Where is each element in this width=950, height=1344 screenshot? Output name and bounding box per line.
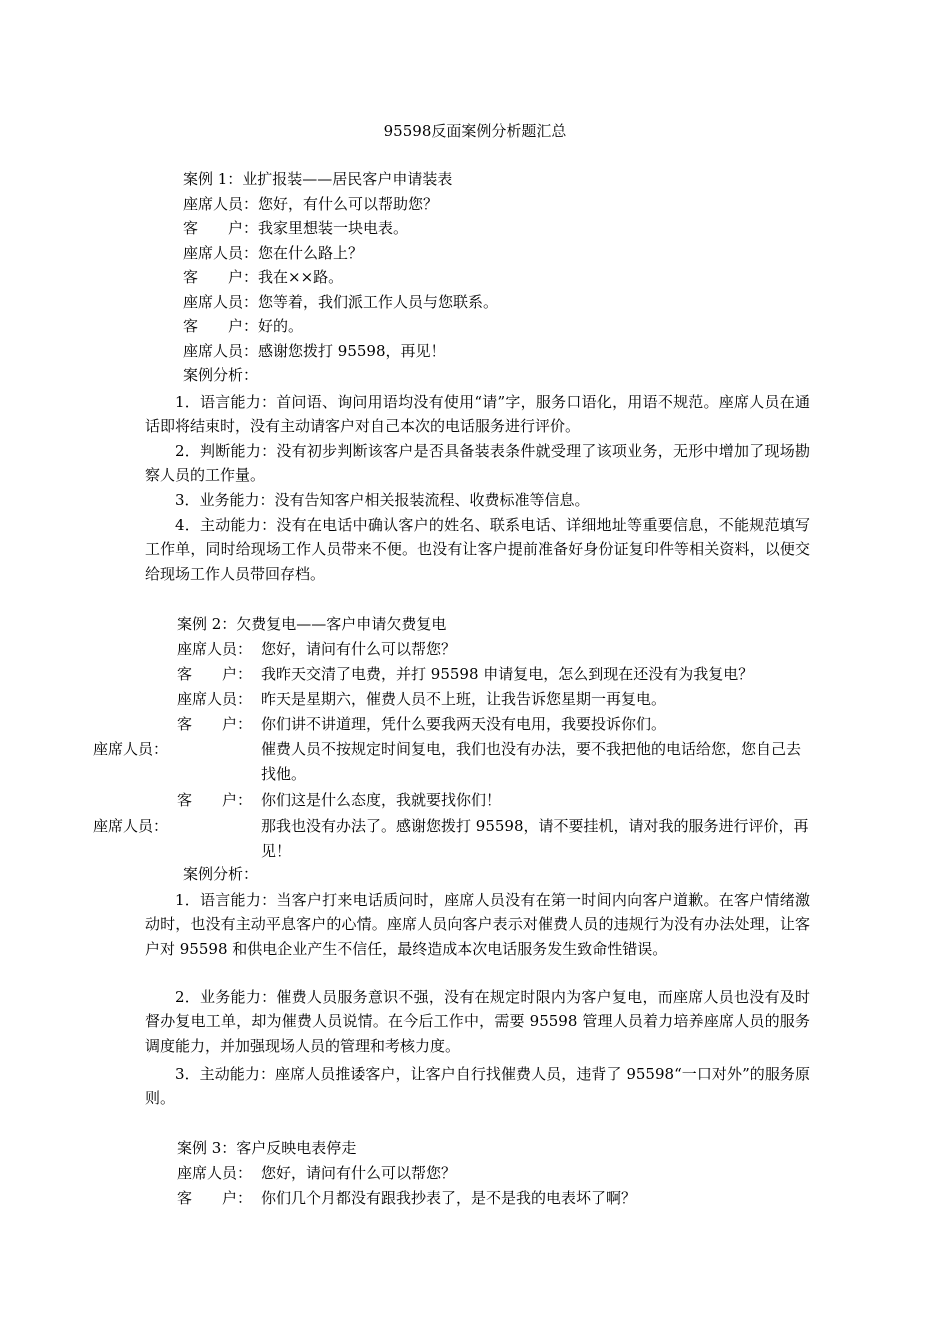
case1-analysis-label: 案例分析：: [183, 366, 259, 384]
utterance: 那我也没有办法了。感谢您拨打 95598，请不要挂机，请对我的服务进行评价，再见！: [261, 817, 809, 860]
case2-dialog-line-5: [93, 737, 813, 787]
case2-dialog-line-4: [177, 712, 813, 737]
speaker-label: 座席人员：: [93, 740, 169, 758]
case2-analysis-item-2: 2．业务能力：催费人员服务意识不强，没有在规定时限内为客户复电，而座席人员也没有及时督办复电工单，却为催费人员说情。在今后工作中，需要 95598 管理人员着力培养座席人员的服务调度能力，并加强现场人员的管理和考核力度。: [145, 988, 810, 1055]
case1-analysis-item-2: 2．判断能力：没有初步判断该客户是否具备装表条件就受理了该项业务，无形中增加了现场勘察人员的工作量。: [145, 442, 810, 485]
case2-dialog-line-6: [177, 788, 813, 813]
case2-analysis-item-1: 1．语言能力：当客户打来电话质问时，座席人员没有在第一时间内向客户道歉。在客户情绪激动时，也没有主动平息客户的心情。座席人员向客户表示对催费人员的违规行为没有办法处理，让客户对 95598 和供电企业产生不信任，最终造成本次电话服务发生致命性错误。: [145, 891, 810, 958]
case1-dialog-line-4: [183, 267, 343, 287]
utterance: 您在什么路上？: [258, 244, 364, 262]
speaker-label: 座席人员：: [183, 195, 259, 213]
case3-dialog-line-1: [177, 1161, 813, 1186]
utterance: 您好，请问有什么可以帮您？: [261, 1164, 457, 1182]
case2-analysis-label: 案例分析：: [183, 865, 259, 883]
document-title: 95598反面案例分析题汇总: [383, 122, 567, 140]
utterance: 你们这是什么态度，我就要找你们！: [261, 791, 502, 809]
utterance: 我昨天交清了电费，并打 95598 申请复电，怎么到现在还没有为我复电？: [261, 665, 754, 683]
case1-dialog-line-1: [183, 194, 438, 214]
utterance: 您好，有什么可以帮助您？: [258, 195, 439, 213]
case1-dialog-line-7: [183, 341, 446, 361]
utterance: 我在××路。: [258, 268, 344, 286]
case3-heading: 案例 3：客户反映电表停走: [177, 1139, 357, 1157]
speaker-label: 客 户：: [177, 1189, 253, 1207]
case2-analysis-item-3: 3．主动能力：座席人员推诿客户，让客户自行找催费人员，违背了 95598“一口对外”的服务原则。: [145, 1065, 810, 1108]
speaker-label: 座席人员：: [183, 293, 259, 311]
utterance: 感谢您拨打 95598，再见！: [258, 342, 446, 360]
case1-analysis-item-4: 4．主动能力：没有在电话中确认客户的姓名、联系电话、详细地址等重要信息，不能规范填写工作单，同时给现场工作人员带来不便。也没有让客户提前准备好身份证复印件等相关资料，以便交给现场工作人员带回存档。: [145, 516, 810, 583]
case1-heading: 案例 1：业扩报装——居民客户申请装表: [183, 170, 453, 188]
speaker-label: 客 户：: [183, 268, 259, 286]
case1-dialog-line-3: [183, 243, 363, 263]
case2-dialog-line-7: [93, 814, 813, 864]
utterance: 你们几个月都没有跟我抄表了，是不是我的电表坏了啊？: [261, 1189, 637, 1207]
utterance: 我家里想装一块电表。: [258, 219, 409, 237]
case1-dialog-line-5: [183, 292, 498, 312]
speaker-label: 客 户：: [177, 665, 253, 683]
case1-analysis-item-1: 1．语言能力：首问语、询问用语均没有使用“请”字，服务口语化，用语不规范。座席人员在通话即将结束时，没有主动请客户对自己本次的电话服务进行评价。: [145, 393, 810, 436]
utterance: 催费人员不按规定时间复电，我们也没有办法，要不我把他的电话给您，您自己去找他。: [261, 740, 802, 783]
speaker-label: 客 户：: [177, 715, 253, 733]
utterance: 您等着，我们派工作人员与您联系。: [258, 293, 499, 311]
speaker-label: 座席人员：: [177, 690, 253, 708]
case2-dialog-line-1: [177, 637, 813, 662]
speaker-label: 座席人员：: [177, 640, 253, 658]
speaker-label: 座席人员：: [93, 817, 169, 835]
utterance: 昨天是星期六，催费人员不上班，让我告诉您星期一再复电。: [261, 690, 667, 708]
case2-dialog-line-2: [177, 662, 813, 687]
case1-dialog-line-2: [183, 218, 408, 238]
speaker-label: 客 户：: [183, 317, 259, 335]
case3-dialog-line-2: [177, 1186, 813, 1211]
speaker-label: 座席人员：: [183, 244, 259, 262]
case1-dialog-line-6: [183, 316, 303, 336]
utterance: 您好，请问有什么可以帮您？: [261, 640, 457, 658]
case2-dialog-line-3: [177, 687, 813, 712]
speaker-label: 客 户：: [177, 791, 253, 809]
speaker-label: 座席人员：: [177, 1164, 253, 1182]
utterance: 你们讲不讲道理，凭什么要我两天没有电用，我要投诉你们。: [261, 715, 667, 733]
utterance: 好的。: [258, 317, 304, 335]
speaker-label: 客 户：: [183, 219, 259, 237]
case1-analysis-item-3: 3．业务能力：没有告知客户相关报装流程、收费标准等信息。: [175, 491, 590, 509]
speaker-label: 座席人员：: [183, 342, 259, 360]
case2-heading: 案例 2：欠费复电——客户申请欠费复电: [177, 615, 447, 633]
